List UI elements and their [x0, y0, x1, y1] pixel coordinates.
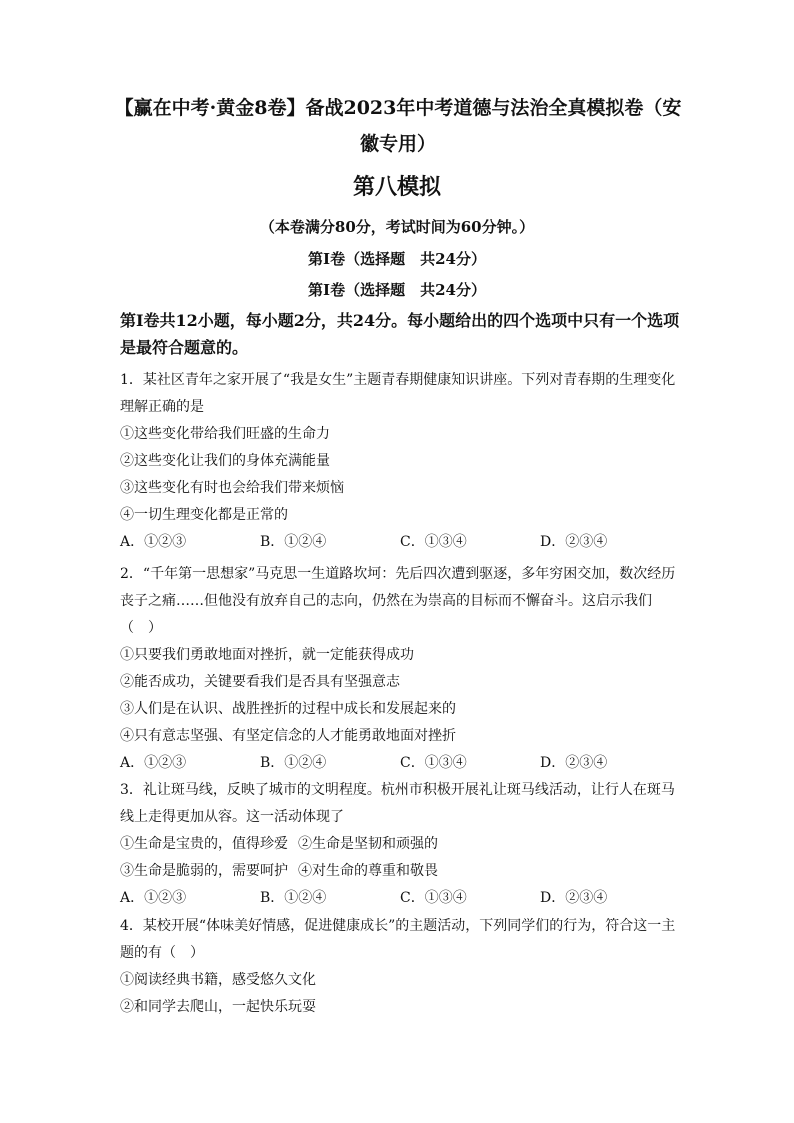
question-item: ②和同学去爬山，一起快乐玩耍: [120, 999, 316, 1015]
option-a[interactable]: A．①②③: [120, 534, 187, 550]
question-item: ④一切生理变化都是正常的: [120, 507, 288, 523]
exam-subtitle: 第八模拟: [352, 174, 441, 200]
question-2: [120, 561, 686, 777]
question-stem: 4．某校开展“体味美好情感，促进健康成长”的主题活动，下列同学们的行为，符合这一主题的有（ ）: [120, 918, 676, 961]
option-d[interactable]: D．②③④: [540, 890, 608, 906]
question-1: [120, 367, 686, 556]
question-item: ③生命是脆弱的，需要呵护: [120, 863, 288, 879]
question-item: ①只要我们勇敢地面对挫折，就一定能获得成功: [120, 647, 414, 663]
option-d[interactable]: D．②③④: [540, 755, 608, 771]
option-d[interactable]: D．②③④: [540, 534, 608, 550]
option-b[interactable]: B．①②④: [260, 534, 327, 550]
question-item: ①这些变化带给我们旺盛的生命力: [120, 426, 330, 442]
question-item: ③这些变化有时也会给我们带来烦恼: [120, 480, 344, 496]
instructions: 第I卷共12小题，每小题2分，共24分。每小题给出的四个选项中只有一个选项是最符合题意的。: [120, 311, 680, 357]
question-item: ②这些变化让我们的身体充满能量: [120, 453, 330, 469]
question-item-row: [120, 831, 686, 858]
option-c[interactable]: C．①③④: [400, 890, 467, 906]
section-heading: 第I卷（选择题 共24分）: [308, 250, 486, 268]
question-stem: 3．礼让斑马线，反映了城市的文明程度。杭州市积极开展礼让斑马线活动，让行人在斑马线上走得更加从容。这一活动体现了: [120, 782, 675, 825]
question-3: [120, 777, 686, 912]
option-b[interactable]: B．①②④: [260, 890, 327, 906]
exam-title: 【赢在中考·黄金8卷】备战2023年中考道德与法治全真模拟卷（安徽专用）: [114, 97, 682, 155]
question-stem: 1．某社区青年之家开展了“我是女生”主题青春期健康知识讲座。下列对青春期的生理变化理解正确的是: [120, 372, 676, 415]
question-item: ②生命是坚韧和顽强的: [298, 836, 438, 852]
option-a[interactable]: A．①②③: [120, 755, 187, 771]
question-item: ④只有意志坚强、有坚定信念的人才能勇敢地面对挫折: [120, 728, 456, 744]
answer-options: [120, 750, 686, 777]
question-item-row: [120, 858, 686, 885]
option-c[interactable]: C．①③④: [400, 534, 467, 550]
option-c[interactable]: C．①③④: [400, 755, 467, 771]
question-item: ③人们是在认识、战胜挫折的过程中成长和发展起来的: [120, 701, 456, 717]
section-heading-repeat: 第I卷（选择题 共24分）: [308, 281, 486, 299]
question-4: [120, 913, 686, 1021]
answer-options: [120, 529, 686, 556]
question-item: ②能否成功，关键要看我们是否具有坚强意志: [120, 674, 400, 690]
option-b[interactable]: B．①②④: [260, 755, 327, 771]
question-stem: 2．“千年第一思想家”马克思一生道路坎坷：先后四次遭到驱逐，多年穷困交加，数次经历丧子之痛……但他没有放弃自己的志向，仍然在为崇高的目标而不懈奋斗。这启示我们（ ）: [120, 566, 676, 636]
answer-options: [120, 885, 686, 912]
exam-info: （本卷满分80分，考试时间为60分钟。）: [259, 218, 535, 236]
question-item: ①阅读经典书籍，感受悠久文化: [120, 972, 316, 988]
question-item: ④对生命的尊重和敬畏: [298, 863, 438, 879]
question-item: ①生命是宝贵的，值得珍爱: [120, 836, 288, 852]
option-a[interactable]: A．①②③: [120, 890, 187, 906]
